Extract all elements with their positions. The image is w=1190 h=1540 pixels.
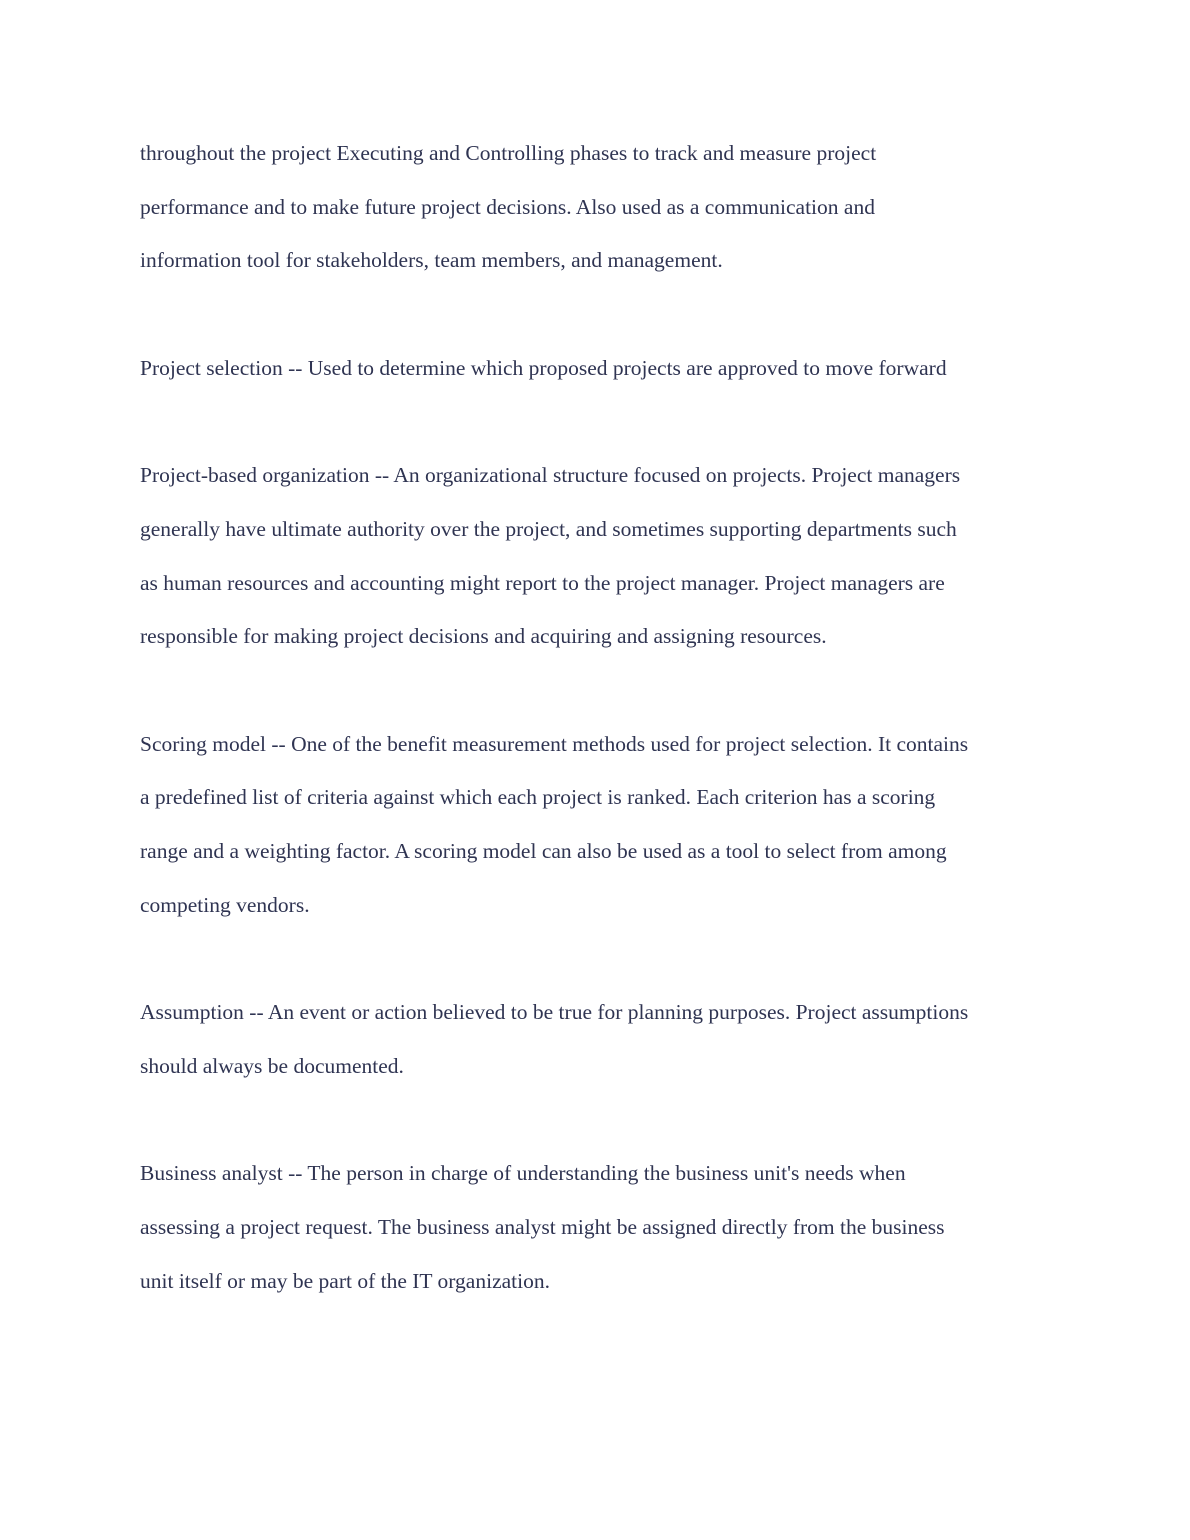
text-line: range and a weighting factor. A scoring model can also be used as a tool to select from among xyxy=(140,839,947,864)
text-line: assessing a project request. The business analyst might be assigned directly from the business xyxy=(140,1214,945,1239)
text-line: should always be documented. xyxy=(140,1053,404,1078)
paragraph-assumption xyxy=(140,986,1052,1093)
text-line: information tool for stakeholders, team members, and management. xyxy=(140,248,723,273)
paragraph-project-selection xyxy=(140,342,1052,396)
paragraph-project-based-organization xyxy=(140,449,1052,664)
document-body xyxy=(140,127,1052,1362)
text-line: Scoring model -- One of the benefit measurement methods used for project selection. It contains xyxy=(140,731,969,756)
paragraph-business-analyst xyxy=(140,1147,1052,1308)
text-line: performance and to make future project decisions. Also used as a communication and xyxy=(140,194,875,219)
text-line: Business analyst -- The person in charge of understanding the business unit's needs when xyxy=(140,1161,906,1186)
text-line: competing vendors. xyxy=(140,892,310,917)
text-line: responsible for making project decisions and acquiring and assigning resources. xyxy=(140,624,827,649)
text-line: Project selection -- Used to determine which proposed projects are approved to move forward xyxy=(140,355,947,380)
text-line: throughout the project Executing and Controlling phases to track and measure project xyxy=(140,141,877,165)
paragraph-continuation xyxy=(140,127,1052,288)
text-line: generally have ultimate authority over the project, and sometimes supporting departments such xyxy=(140,516,957,541)
text-line: unit itself or may be part of the IT organization. xyxy=(140,1268,550,1293)
text-line: as human resources and accounting might report to the project manager. Project managers are xyxy=(140,570,945,595)
text-line: a predefined list of criteria against which each project is ranked. Each criterion has a scoring xyxy=(140,785,936,810)
text-line: Project-based organization -- An organizational structure focused on projects. Project managers xyxy=(140,463,961,488)
paragraph-scoring-model xyxy=(140,718,1052,933)
text-line: Assumption -- An event or action believed to be true for planning purposes. Project assumptions xyxy=(140,1000,969,1025)
